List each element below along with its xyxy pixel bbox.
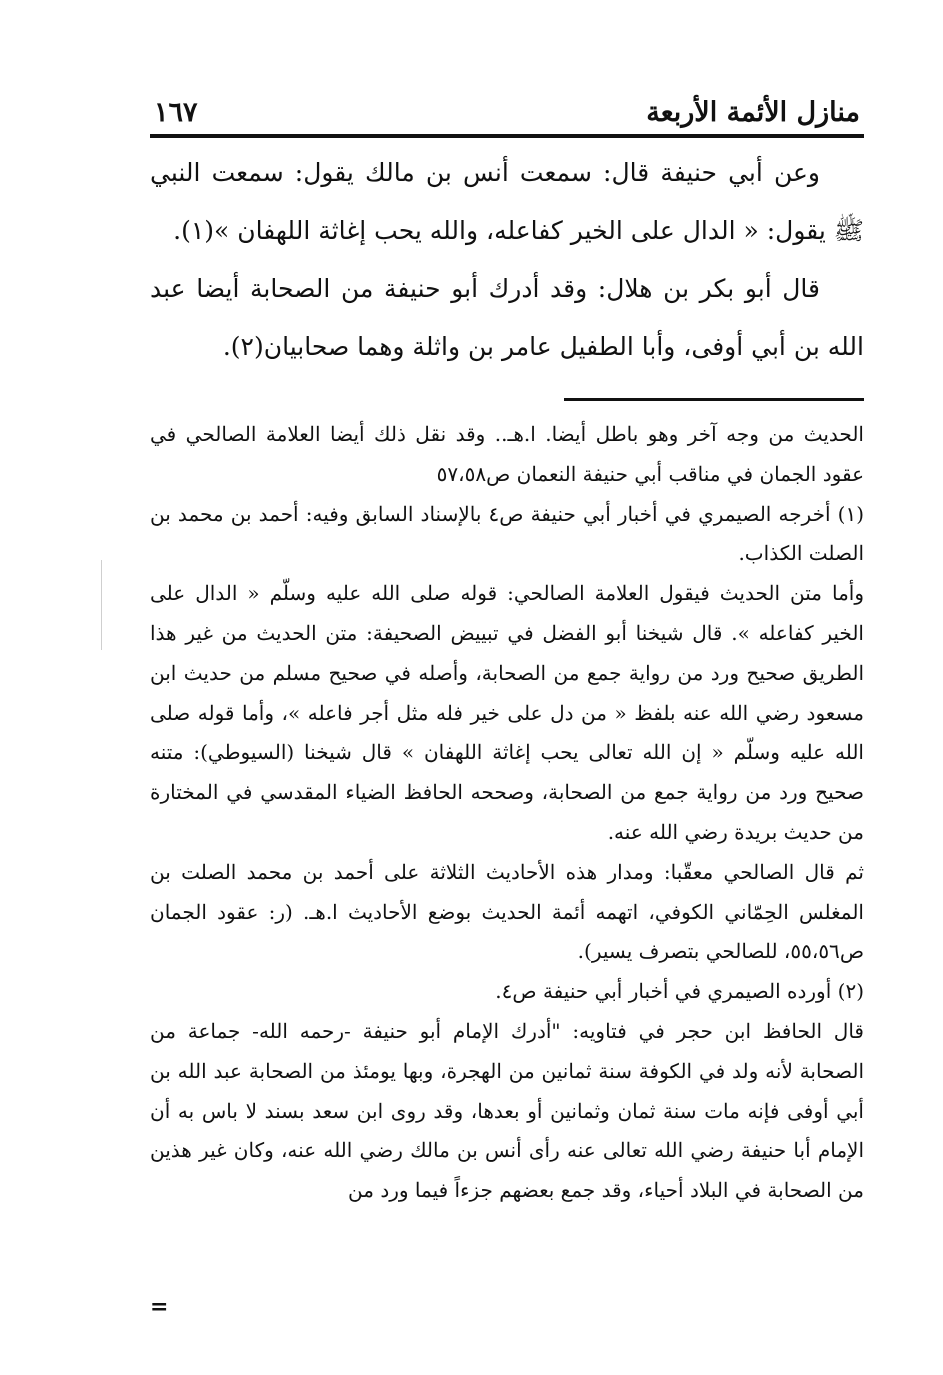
footnotes: [150, 415, 864, 1211]
continuation-mark: =: [150, 1294, 169, 1320]
margin-rule: [101, 560, 102, 650]
footnote-1: (١) أخرجه الصيمري في أخبار أبي حنيفة ص٤ بالإسناد السابق وفيه: أحمد بن محمد بن الصلت الكذاب.: [150, 501, 864, 566]
main-text: [150, 144, 864, 376]
footnote-1-commentary: ثم قال الصالحي معقّبا: ومدار هذه الأحاديث الثلاثة على أحمد بن محمد الصلت بن المغلس الحِمّاني الكوفي، اتهمه أئمة الحديث بوضع الأحاديث ا.هـ. (ر: عقود الجمان ص٥٥،٥٦، للصالحي بتصرف يسير).: [150, 859, 864, 964]
footnote-2-body: قال الحافظ ابن حجر في فتاويه: "أدرك الإمام أبو حنيفة -رحمه الله- جماعة من الصحابة لأنه ولد في الكوفة سنة ثمانين من الهجرة، وبها يومئذ من الصحابة عبد الله بن أبي أوفى فإنه مات سنة ثمان وثمانين أو بعدها، وقد روى ابن سعد بسند لا باس به أن الإمام أبا حنيفة رضي الله تعالى عنه رأى أنس بن مالك رضي الله عنه، وكان غير هذين من الصحابة في البلاد أحياء، وقد جمع بعضهم جزءاً فيما ورد من: [150, 1018, 864, 1203]
footnote-1-body: وأما متن الحديث فيقول العلامة الصالحي: قوله صلى الله عليه وسلّم « الدال على الخير كفاعله ». قال شيخنا أبو الفضل في تبييض الصحيفة: متن الحديث من غير هذا الطريق صحيح ورد من رواية جمع من الصحابة، وأصله في صحيح مسلم من حديث ابن مسعود رضي الله عنه بلفظ « من دل على خير فله مثل أجر فاعله »، وأما قوله صلى الله عليه وسلّم « إن الله تعالى يحب إغاثة اللهفان » قال شيخنا (السيوطي): متنه صحيح ورد من رواية جمع من الصحابة، وصححه الحافظ الضياء المقدسي في المختارة من حديث بريدة رضي الله عنه.: [150, 581, 864, 844]
footnote-separator: [564, 398, 864, 401]
page-header: [150, 80, 864, 138]
running-title: منازل الأئمة الأربعة: [646, 97, 860, 128]
page-number: ١٦٧: [154, 97, 198, 128]
main-paragraph: قال أبو بكر بن هلال: وقد أدرك أبو حنيفة من الصحابة أيضا عبد الله بن أبي أوفى، وأبا الطفيل عامر بن واثلة وهما صحابيان(٢).: [150, 274, 864, 361]
footnote-continuation: الحديث من وجه آخر وهو باطل أيضا. ا.هـ.. وقد نقل ذلك أيضا العلامة الصالحي في عقود الجمان في مناقب أبي حنيفة النعمان ص٥٧،٥٨: [150, 422, 864, 486]
footnote-2: (٢) أورده الصيمري في أخبار أبي حنيفة ص٤.: [495, 979, 864, 1004]
main-paragraph: وعن أبي حنيفة قال: سمعت أنس بن مالك يقول: سمعت النبي ﷺ يقول: « الدال على الخير كفاعله، والله يحب إغاثة اللهفان »(١).: [150, 158, 864, 245]
book-page: [150, 80, 864, 1211]
